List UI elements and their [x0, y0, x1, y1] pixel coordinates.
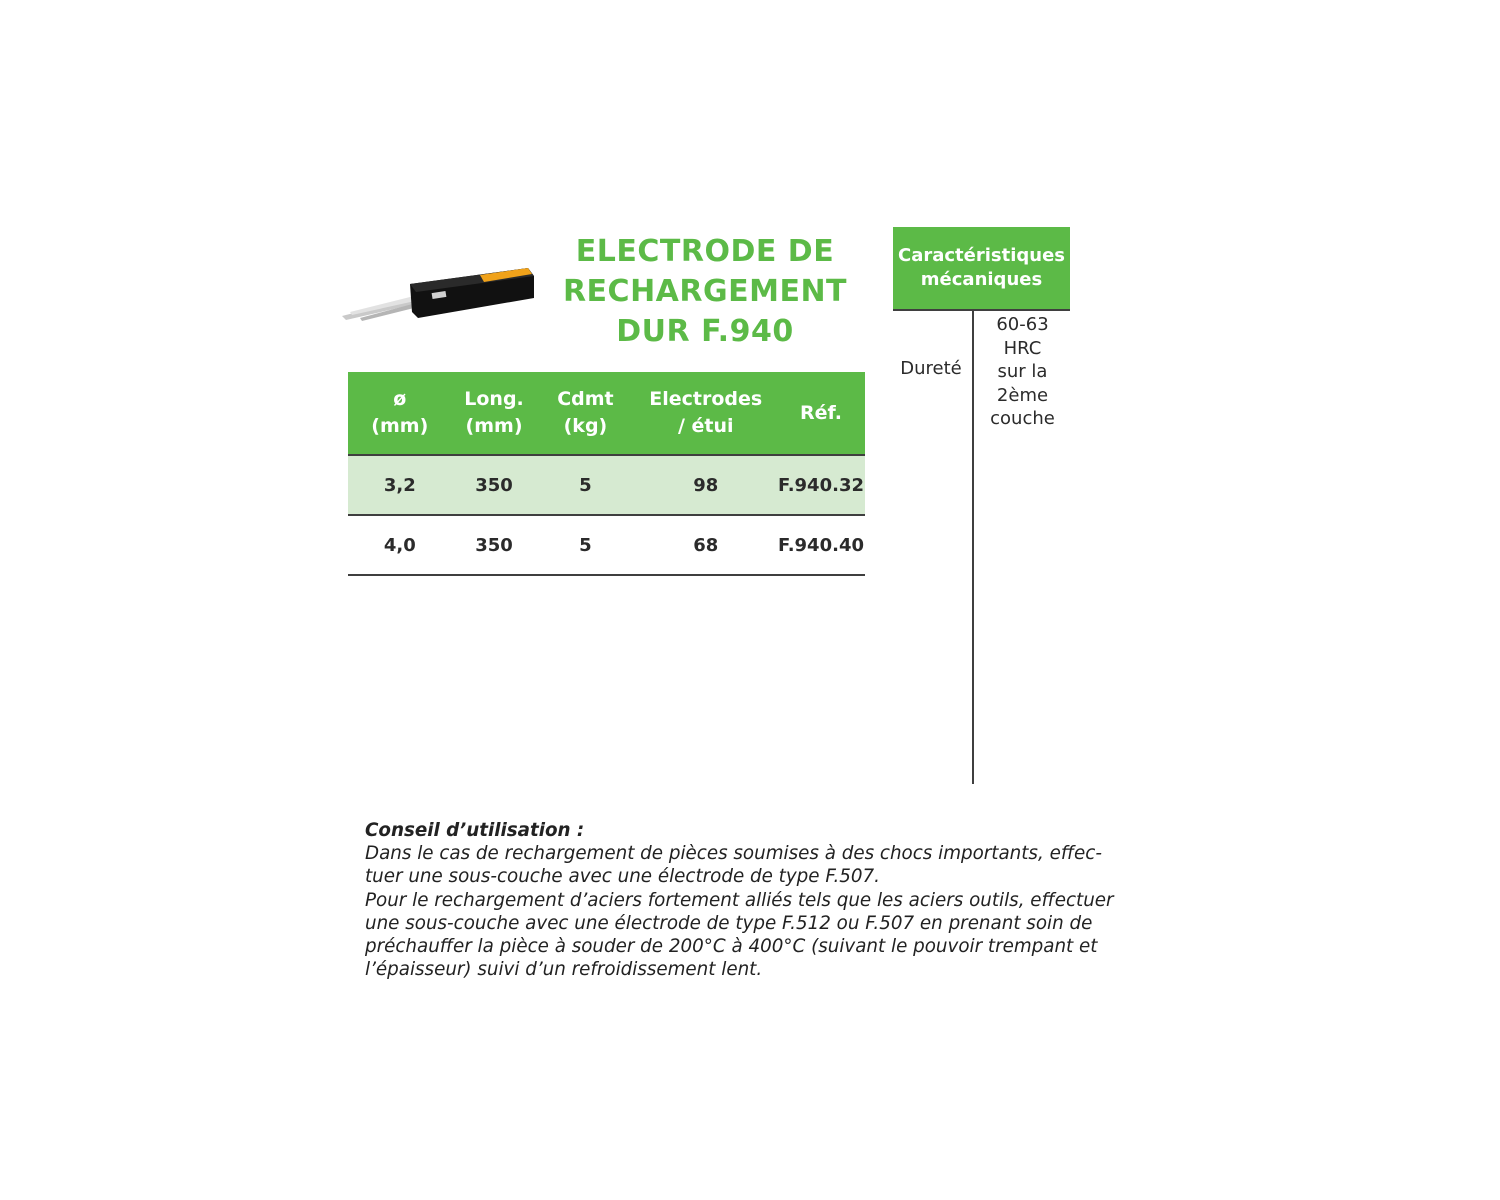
- advice-line: Dans le cas de rechargement de pièces soumises à des chocs importants, effec-: [365, 843, 1102, 865]
- advice-line: préchauffer la pièce à souder de 200°C à 400°C (suivant le pouvoir trempant et: [365, 936, 1098, 958]
- cell-diameter: 3,2: [348, 455, 452, 515]
- advice-line: tuer une sous-couche avec une électrode de type F.507.: [365, 866, 880, 888]
- spec-table: [348, 372, 865, 576]
- advice-line: une sous-couche avec une électrode de type F.512 ou F.507 en prenant soin de: [365, 912, 1093, 934]
- hardness-label: Dureté: [900, 358, 962, 379]
- cell-electrodes: 68: [634, 515, 777, 575]
- advice-line: l’épaisseur) suivi d’un refroidissement lent.: [365, 959, 763, 981]
- cell-ref: F.940.32: [777, 455, 865, 515]
- cell-packaging: 5: [536, 515, 634, 575]
- cell-length: 350: [452, 515, 537, 575]
- cell-ref: F.940.40: [777, 515, 865, 575]
- table-row: [348, 455, 865, 515]
- column-header-packaging: Cdmt (kg): [536, 372, 634, 455]
- product-title: [560, 232, 850, 352]
- advice-line: Pour le rechargement d’aciers fortement alliés tels que les aciers outils, effectuer: [365, 889, 1114, 911]
- advice-heading: Conseil d’utilisation :: [365, 820, 585, 841]
- column-header-ref: Réf.: [777, 372, 865, 455]
- cell-electrodes: 98: [634, 455, 777, 515]
- hardness-value: 60-63 HRC sur la 2ème couche: [990, 314, 1055, 429]
- cell-packaging: 5: [536, 455, 634, 515]
- cell-diameter: 4,0: [348, 515, 452, 575]
- column-header-diameter: ø (mm): [348, 372, 452, 455]
- cell-length: 350: [452, 455, 537, 515]
- title-line: RECHARGEMENT: [562, 274, 848, 309]
- title-line: DUR F.940: [616, 314, 794, 349]
- column-header-electrodes-per-case: Electrodes / étui: [634, 372, 777, 455]
- electrode-box-image: [340, 262, 540, 324]
- column-divider: [972, 311, 974, 784]
- mechanical-header: Caractéristiques mécaniques: [893, 227, 1070, 311]
- column-header-length: Long. (mm): [452, 372, 537, 455]
- table-header-row: [348, 372, 865, 455]
- table-row: [348, 515, 865, 575]
- title-line: ELECTRODE DE: [575, 234, 835, 269]
- usage-advice: [365, 819, 1145, 981]
